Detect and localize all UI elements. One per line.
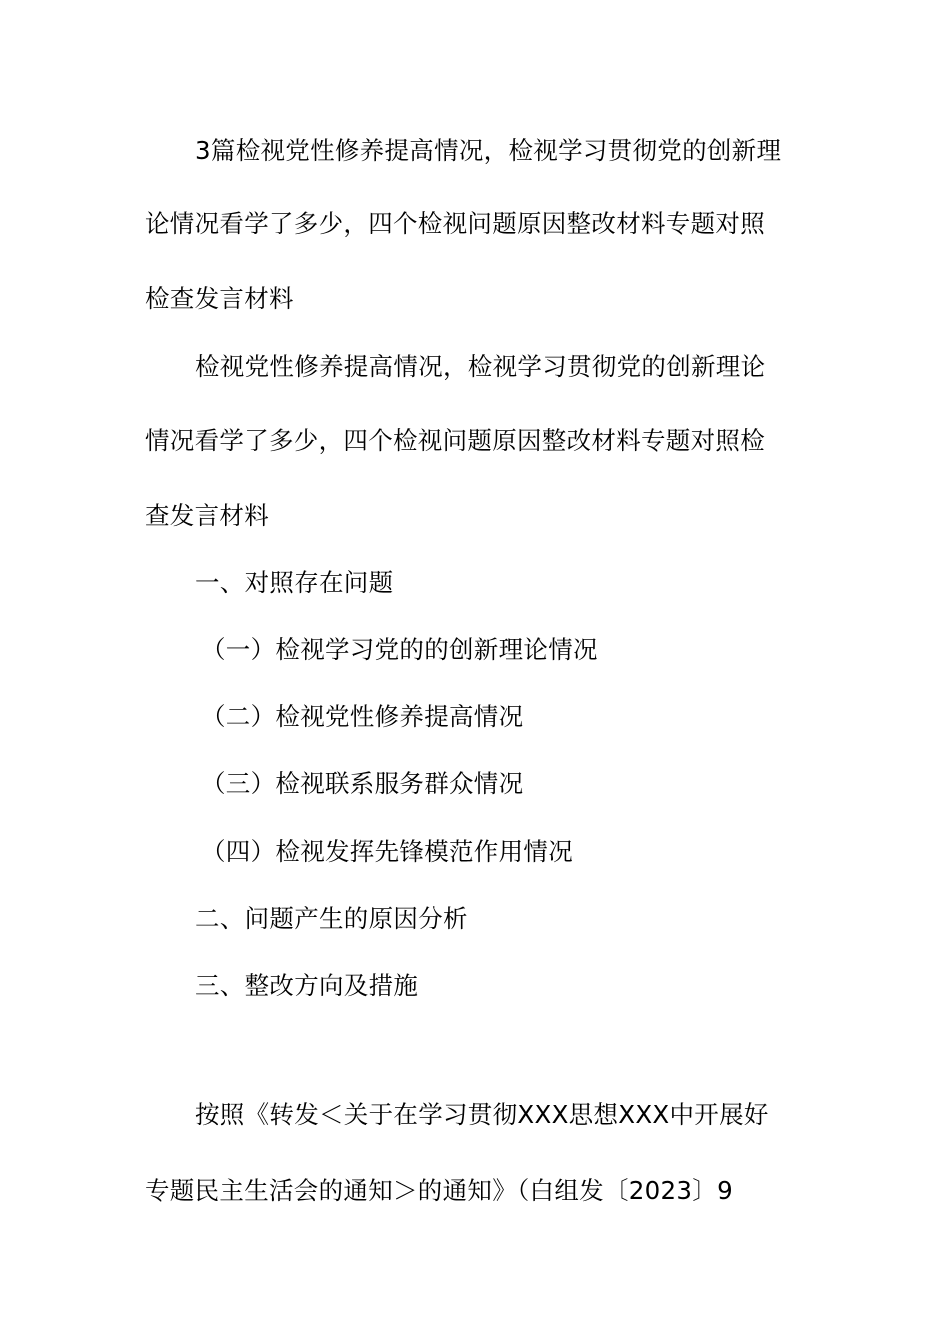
subsection-heading-3: （三）检视联系服务群众情况 <box>201 769 524 798</box>
title-line-3: 检查发言材料 <box>145 284 294 313</box>
subsection-heading-2: （二）检视党性修养提高情况 <box>201 702 524 731</box>
title-line-2: 论情况看学了多少，四个检视问题原因整改材料专题对照 <box>145 209 765 238</box>
body-line-1: 按照《转发＜关于在学习贯彻XXX思想XXX中开展好 <box>195 1100 769 1129</box>
section-heading-2: 二、问题产生的原因分析 <box>195 904 468 933</box>
section-heading-1: 一、对照存在问题 <box>195 568 394 597</box>
paragraph-line-3: 查发言材料 <box>145 501 269 530</box>
subsection-heading-4: （四）检视发挥先锋模范作用情况 <box>201 837 573 866</box>
body-line-2: 专题民主生活会的通知＞的通知》（白组发〔2023〕9 <box>145 1176 733 1205</box>
paragraph-line-2: 情况看学了多少，四个检视问题原因整改材料专题对照检 <box>145 426 765 455</box>
subsection-heading-1: （一）检视学习党的的创新理论情况 <box>201 635 598 664</box>
title-line-1: 3篇检视党性修养提高情况，检视学习贯彻党的创新理 <box>195 136 782 165</box>
paragraph-line-1: 检视党性修养提高情况，检视学习贯彻党的创新理论 <box>195 352 766 381</box>
section-heading-3: 三、整改方向及措施 <box>195 971 419 1000</box>
